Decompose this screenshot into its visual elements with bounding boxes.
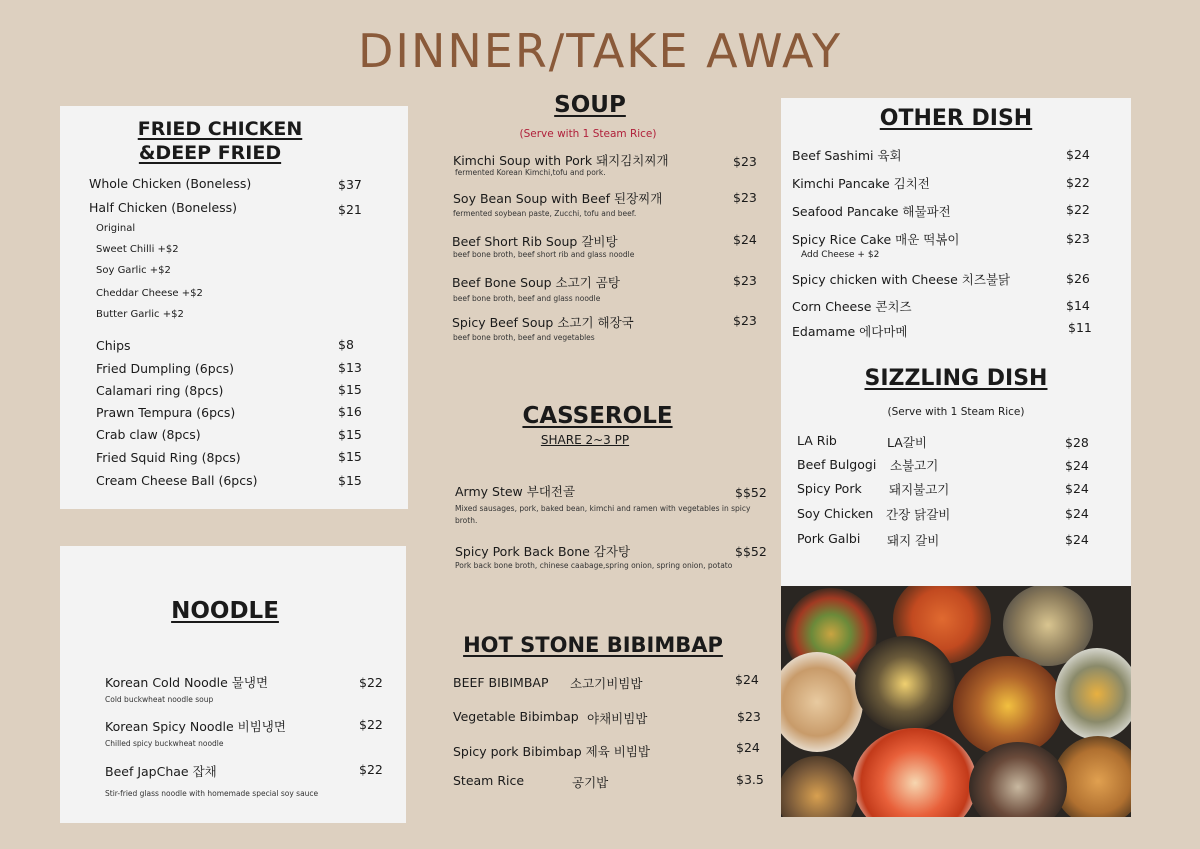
menu-item: Vegetable Bibimbap — [453, 709, 579, 724]
menu-item-korean: 소고기비빔밥 — [570, 676, 643, 691]
menu-item-korean: 간장 닭갈비 — [886, 507, 951, 522]
price: $23 — [733, 154, 757, 169]
dish-coldnoodle-image — [1055, 648, 1131, 740]
casserole-heading: CASSEROLE — [522, 403, 673, 429]
menu-item-korean: 돼지불고기 — [889, 482, 950, 497]
sizzling-heading: SIZZLING DISH — [864, 366, 1048, 391]
menu-item: Crab claw (8pcs) — [96, 427, 201, 442]
item-description: Cold buckwheat noodle soup — [105, 695, 214, 704]
menu-item: Beef JapChae 잡채 — [105, 764, 217, 779]
casserole-share: SHARE 2~3 PP — [540, 433, 630, 447]
price: $22 — [1066, 175, 1090, 190]
menu-item: Pork Galbi — [797, 531, 861, 546]
price-whole-chicken: $37 — [338, 177, 362, 192]
dish-soup-image — [855, 636, 955, 732]
fried-heading-line1: FRIED CHICKEN — [137, 118, 303, 140]
menu-item-korean: 소불고기 — [890, 458, 939, 473]
menu-item: Spicy Pork Back Bone 감자탕 — [455, 544, 631, 559]
price: $$52 — [735, 544, 767, 559]
price: $26 — [1066, 271, 1090, 286]
item-description: Chilled spicy buckwheat noodle — [105, 739, 224, 748]
menu-item: Spicy pork Bibimbap 제육 비빔밥 — [453, 744, 651, 759]
menu-item: LA Rib — [797, 433, 837, 448]
item-description: Pork back bone broth, chinese caabage,spring onion, spring onion, potato — [455, 561, 733, 570]
price: $15 — [338, 427, 362, 442]
flavor-option: Cheddar Cheese +$2 — [96, 288, 203, 299]
menu-item-korean: 돼지 갈비 — [887, 533, 940, 548]
item-description: Mixed sausages, pork, baked bean, kimchi and ramen with vegetables in spicy — [455, 504, 751, 513]
menu-item: Steam Rice — [453, 773, 525, 788]
noodle-panel — [60, 546, 406, 823]
price: $22 — [359, 717, 383, 732]
item-description: Stir-fried glass noodle with homemade special soy sauce — [105, 789, 319, 798]
flavor-option: Soy Garlic +$2 — [96, 265, 171, 276]
noodle-heading: NOODLE — [171, 598, 279, 624]
menu-item: Fried Dumpling (6pcs) — [96, 361, 234, 376]
menu-item: Kimchi Pancake 김치전 — [792, 176, 930, 191]
soup-heading: SOUP — [554, 92, 626, 118]
flavor-option: Butter Garlic +$2 — [96, 309, 184, 320]
menu-item: Cream Cheese Ball (6pcs) — [96, 473, 258, 488]
item-description: beef bone broth, beef and vegetables — [453, 333, 595, 342]
menu-item: Beef Sashimi 육회 — [792, 148, 902, 163]
price: $24 — [1065, 458, 1089, 473]
menu-item: Korean Cold Noodle 물냉면 — [105, 675, 269, 690]
flavor-option: Sweet Chilli +$2 — [96, 244, 179, 255]
menu-item: Soy Bean Soup with Beef 된장찌개 — [453, 191, 663, 206]
price: $23 — [1066, 231, 1090, 246]
price: $22 — [359, 675, 383, 690]
price: $24 — [735, 672, 759, 687]
price: $16 — [338, 404, 362, 419]
menu-item: Beef Bulgogi — [797, 457, 877, 472]
price: $23 — [737, 709, 761, 724]
menu-item: Calamari ring (8pcs) — [96, 383, 224, 398]
menu-item: Beef Short Rib Soup 갈비탕 — [452, 234, 618, 249]
dish-side-image — [781, 756, 857, 817]
menu-item-korean: 공기밥 — [572, 775, 609, 790]
price: $15 — [338, 449, 362, 464]
menu-item: Soy Chicken — [797, 506, 874, 521]
menu-item-half-chicken: Half Chicken (Boneless) — [89, 200, 238, 215]
price: $24 — [1066, 147, 1090, 162]
menu-item: Chips — [96, 338, 131, 353]
dish-tteokbokki-image — [853, 728, 977, 817]
menu-item: Spicy Beef Soup 소고기 해장국 — [452, 315, 634, 330]
menu-item: Spicy Rice Cake 매운 떡볶이 — [792, 232, 960, 247]
price: $$52 — [735, 485, 767, 500]
price: $24 — [1065, 481, 1089, 496]
price: $24 — [1065, 506, 1089, 521]
price-half-chicken: $21 — [338, 202, 362, 217]
price: $24 — [736, 740, 760, 755]
flavor-option: Original — [96, 223, 136, 234]
price: $14 — [1066, 298, 1090, 313]
sizzling-note: (Serve with 1 Steam Rice) — [887, 406, 1025, 418]
price: $22 — [1066, 202, 1090, 217]
menu-item: Spicy chicken with Cheese 치즈불닭 — [792, 272, 1011, 287]
addon-note: Add Cheese + $2 — [801, 250, 880, 260]
dish-dumpling-image — [781, 652, 863, 752]
price: $23 — [733, 273, 757, 288]
price: $22 — [359, 762, 383, 777]
item-description: broth. — [455, 516, 478, 525]
menu-item-whole-chicken: Whole Chicken (Boneless) — [89, 176, 252, 191]
item-description: fermented Korean Kimchi,tofu and pork. — [455, 168, 606, 177]
other-dish-heading: OTHER DISH — [879, 106, 1033, 131]
price: $11 — [1068, 320, 1092, 335]
item-description: beef bone broth, beef and glass noodle — [453, 294, 601, 303]
menu-item-korean: 야채비빔밥 — [587, 711, 648, 726]
fried-chicken-panel — [60, 106, 408, 509]
food-photo — [781, 586, 1131, 817]
menu-item: Army Stew 부대전골 — [455, 484, 576, 499]
item-description: fermented soybean paste, Zucchi, tofu and beef. — [453, 209, 637, 218]
menu-item: Beef Bone Soup 소고기 곰탕 — [452, 275, 620, 290]
price: $23 — [733, 190, 757, 205]
fried-heading-line2: &DEEP FRIED — [138, 142, 282, 164]
menu-item-korean: LA갈비 — [887, 435, 927, 450]
price: $15 — [338, 382, 362, 397]
price: $23 — [733, 313, 757, 328]
dish-chicken-image — [953, 656, 1063, 756]
menu-item: Prawn Tempura (6pcs) — [96, 405, 236, 420]
price: $28 — [1065, 435, 1089, 450]
menu-item: Edamame 에다마메 — [792, 324, 908, 339]
menu-item: Fried Squid Ring (8pcs) — [96, 450, 241, 465]
item-description: beef bone broth, beef short rib and glass noodle — [453, 250, 635, 259]
menu-item: Seafood Pancake 해물파전 — [792, 204, 951, 219]
other-dish-panel — [781, 98, 1131, 586]
price: $15 — [338, 473, 362, 488]
menu-item: BEEF BIBIMBAP — [453, 675, 549, 690]
price: $8 — [338, 337, 354, 352]
menu-item: Kimchi Soup with Pork 돼지김치찌개 — [453, 153, 669, 168]
price: $13 — [338, 360, 362, 375]
bibimbap-heading: HOT STONE BIBIMBAP — [463, 633, 723, 657]
menu-title: DINNER/TAKE AWAY — [357, 24, 843, 78]
menu-item: Spicy Pork — [797, 481, 862, 496]
price: $3.5 — [736, 772, 764, 787]
menu-item: Korean Spicy Noodle 비빔냉면 — [105, 719, 286, 734]
dish-sizzling-image — [969, 742, 1067, 817]
price: $24 — [1065, 532, 1089, 547]
soup-note: (Serve with 1 Steam Rice) — [519, 128, 657, 140]
price: $24 — [733, 232, 757, 247]
menu-item: Corn Cheese 콘치즈 — [792, 299, 912, 314]
